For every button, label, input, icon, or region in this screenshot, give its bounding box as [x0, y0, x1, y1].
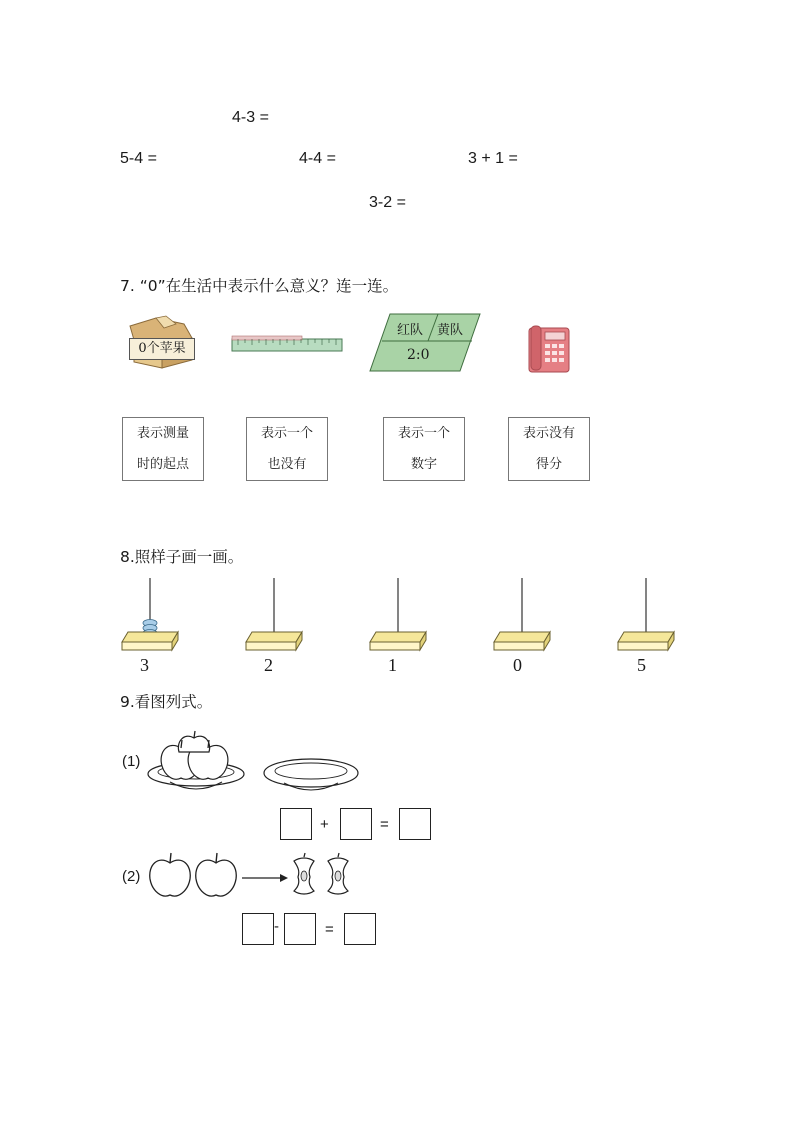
- box-label: 0个苹果: [129, 338, 195, 360]
- counter-number: 2: [264, 655, 273, 675]
- card-none[interactable]: [246, 417, 328, 481]
- counter-number: 0: [513, 655, 522, 675]
- question-8-title: 8.照样子画一画。: [120, 548, 244, 566]
- card-line: 时的起点: [136, 457, 189, 472]
- apple-core-icon: [322, 853, 354, 897]
- counter-rod-1: [120, 578, 182, 652]
- answer-box[interactable]: [344, 913, 376, 945]
- card-line: 表示测量: [136, 426, 189, 441]
- card-line: 表示一个: [260, 426, 313, 441]
- equation-4-minus-3: 4-3 =: [232, 109, 269, 126]
- card-measure-start[interactable]: [122, 417, 204, 481]
- minus-sign: -: [274, 918, 279, 935]
- counter-rod-4: [492, 578, 554, 652]
- card-line: 表示没有: [522, 426, 575, 441]
- apple-icon: [148, 851, 192, 899]
- card-line: 得分: [535, 457, 562, 472]
- scoreboard-picture: [368, 313, 482, 373]
- card-number[interactable]: [383, 417, 465, 481]
- apple-core-icon: [288, 853, 320, 897]
- arrow-right-icon: [242, 872, 290, 884]
- answer-box[interactable]: [340, 808, 372, 840]
- card-line: 也没有: [267, 457, 307, 472]
- counter-number: 1: [388, 655, 397, 675]
- answer-box[interactable]: [284, 913, 316, 945]
- apple-icon: [194, 851, 238, 899]
- question-9-title: 9.看图列式。: [120, 693, 213, 711]
- equation-3-plus-1: 3 + 1 =: [468, 150, 518, 167]
- counter-rod-3: [368, 578, 430, 652]
- scoreboard-score: 2:0: [407, 347, 430, 363]
- equation-3-minus-2: 3-2 =: [369, 194, 406, 211]
- part-2-label: (2): [122, 868, 141, 885]
- answer-box[interactable]: [280, 808, 312, 840]
- empty-plate: [262, 755, 360, 795]
- ruler-picture: [232, 334, 344, 354]
- equation-5-minus-4: 5-4 =: [120, 150, 157, 167]
- equals-sign: =: [380, 816, 389, 833]
- telephone-icon: [528, 325, 570, 373]
- equals-sign: =: [325, 921, 334, 938]
- counter-rod-2: [244, 578, 306, 652]
- equation-4-minus-4: 4-4 =: [299, 150, 336, 167]
- counter-number: 3: [140, 655, 149, 675]
- card-no-score[interactable]: [508, 417, 590, 481]
- card-line: 数字: [410, 457, 437, 472]
- scoreboard-left-team: 红队: [397, 323, 424, 338]
- answer-box[interactable]: [242, 913, 274, 945]
- counter-rod-5: [616, 578, 678, 652]
- plate-with-apples: [146, 730, 246, 796]
- answer-box[interactable]: [399, 808, 431, 840]
- question-7-title: 7. “0”在生活中表示什么意义？连一连。: [120, 277, 399, 295]
- plus-sign: +: [320, 816, 329, 833]
- scoreboard-right-team: 黄队: [437, 323, 464, 338]
- counter-number: 5: [637, 655, 646, 675]
- card-line: 表示一个: [397, 426, 450, 441]
- part-1-label: (1): [122, 753, 141, 770]
